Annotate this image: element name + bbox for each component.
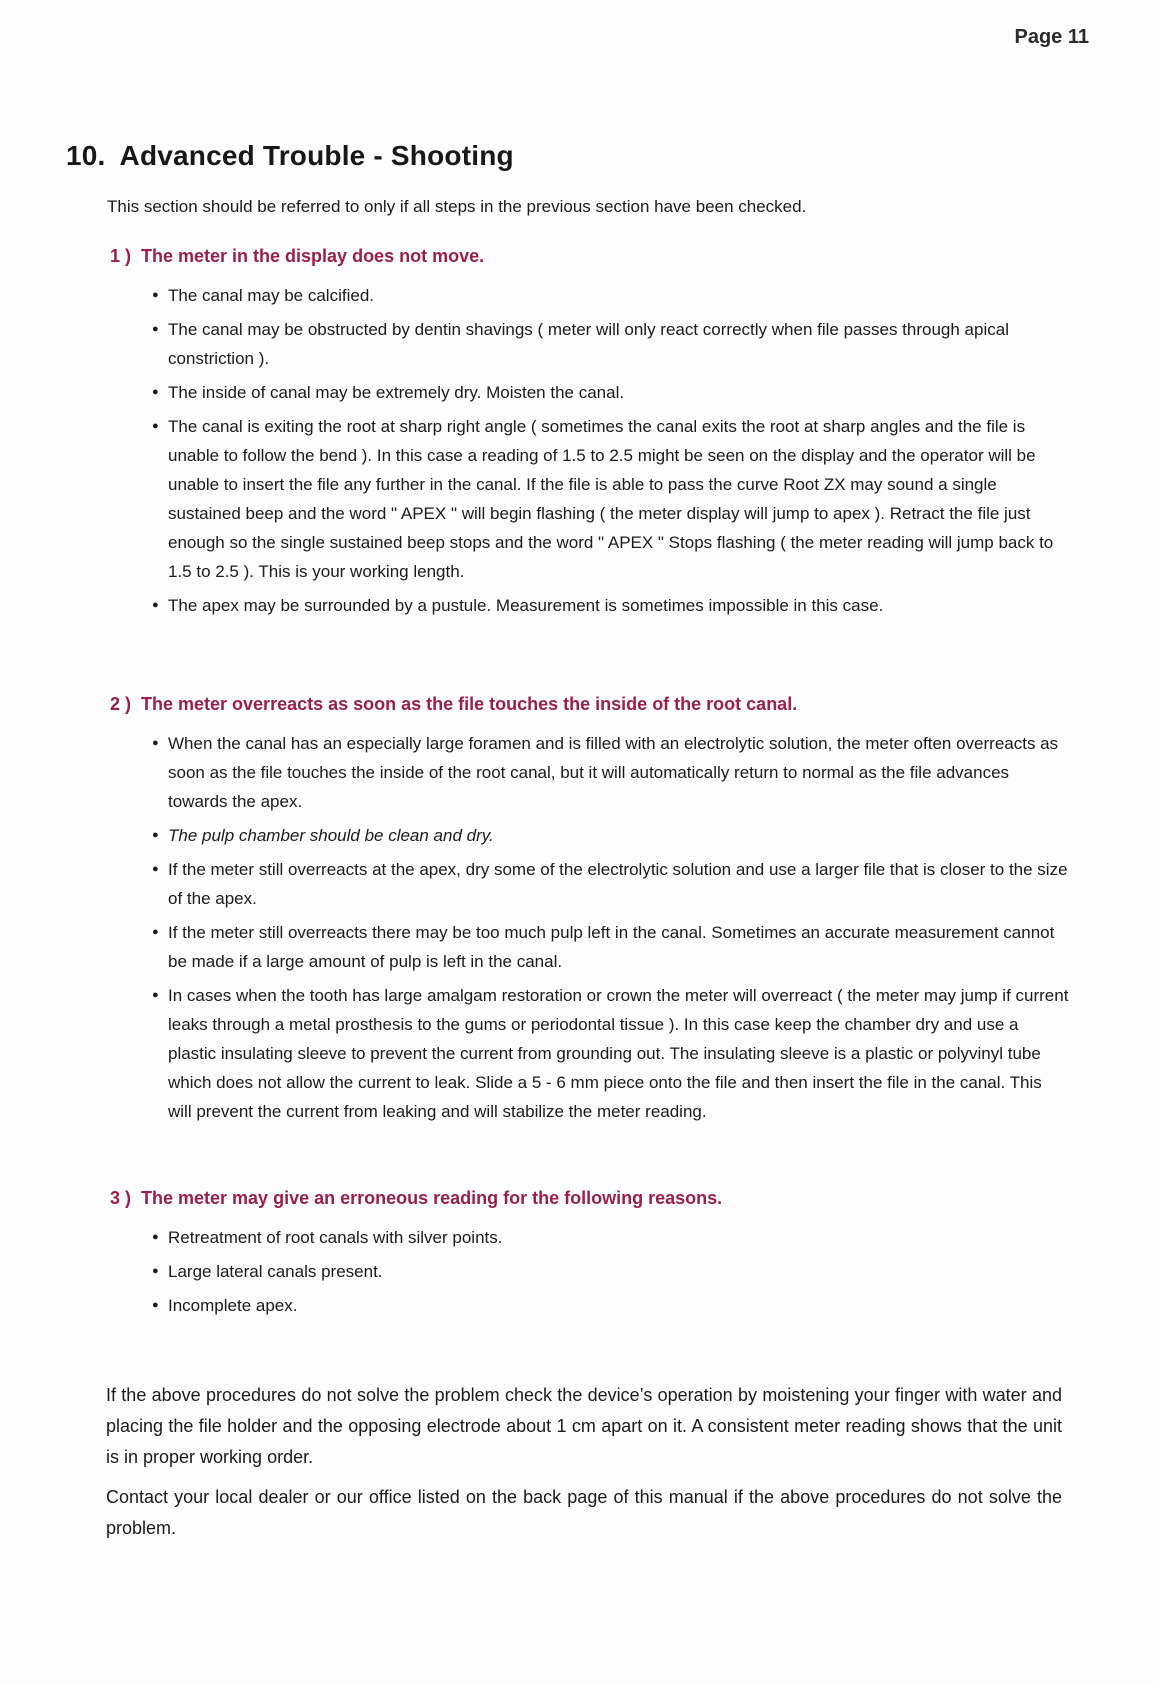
bullet-list [110,729,1070,1126]
list-item: ● If the meter still overreacts there may be too much pulp left in the canal. Sometimes an accurate measurement cannot be made if a large amount of pulp is left in the canal. [138,918,1070,976]
section-number: 1 ) [110,246,132,266]
list-item: ● If the meter still overreacts at the apex, dry some of the electrolytic solution and use a larger file that is closer to the size of the apex. [138,855,1070,913]
list-item: ● The inside of canal may be extremely dry. Moisten the canal. [138,378,1070,407]
section-2 [110,694,1070,1131]
bullet-list [110,1223,1070,1320]
section-number: 3 ) [110,1188,132,1208]
list-item: ● Retreatment of root canals with silver points. [138,1223,1070,1252]
section-title [110,1188,1070,1209]
list-item: ● The apex may be surrounded by a pustule. Measurement is sometimes impossible in this case. [138,591,1070,620]
section-title-text: The meter in the display does not move. [141,246,485,266]
list-item: ● The canal is exiting the root at sharp right angle ( sometimes the canal exits the root at sharp angles and the file is unable to follow the bend ). In this case a reading of 1.5 to 2.5 might be seen on the display and the operator will be unable to insert the file any further in the canal. If the file is able to pass the curve Root ZX may sound a single sustained beep and the word " APEX " will begin flashing ( the meter display will jump to apex ). Retract the file just enough so the single sustained beep stops and the word " APEX " Stops flashing ( the meter reading will jump back to 1.5 to 2.5 ). This is your working length. [138,412,1070,586]
list-item: ● When the canal has an especially large foramen and is filled with an electrolytic solution, the meter often overreacts as soon as the file touches the inside of the root canal, but it will automatically return to normal as the file advances towards the apex. [138,729,1070,816]
contact-paragraph: Contact your local dealer or our office listed on the back page of this manual if the above procedures do not solve the problem. [106,1487,1062,1538]
section-1 [110,246,1070,625]
page-number: Page 11 [1014,26,1089,48]
bullet-list [110,281,1070,620]
list-item: ● The canal may be obstructed by dentin shavings ( meter will only react correctly when file passes through apical constriction ). [138,315,1070,373]
section-title-text: The meter overreacts as soon as the file touches the inside of the root canal. [141,694,798,714]
heading-title: Advanced Trouble - Shooting [119,140,514,171]
closing-paragraph: If the above procedures do not solve the problem check the device’s operation by moistening your finger with water and placing the file holder and the opposing electrode about 1 cm apart on it. A consistent meter reading shows that the unit is in proper working order. [106,1385,1062,1467]
list-item: ● Large lateral canals present. [138,1257,1070,1286]
section-title [110,246,1070,267]
section-3 [110,1188,1070,1325]
list-item: ● Incomplete apex. [138,1291,1070,1320]
list-item: ● The pulp chamber should be clean and dry. [138,821,1070,850]
section-title [110,694,1070,715]
section-title-text: The meter may give an erroneous reading for the following reasons. [141,1188,723,1208]
intro-paragraph: This section should be referred to only if all steps in the previous section have been checked. [107,197,807,216]
list-item: ● In cases when the tooth has large amalgam restoration or crown the meter will overreact ( the meter may jump if current leaks through a metal prosthesis to the gums or periodontal tissue ). In this case keep the chamber dry and use a plastic insulating sleeve to prevent the current from grounding out. The insulating sleeve is a plastic or polyvinyl tube which does not allow the current to leak. Slide a 5 - 6 mm piece onto the file and then insert the file in the canal. This will prevent the current from leaking and will stabilize the meter reading. [138,981,1070,1126]
section-number: 2 ) [110,694,132,714]
section-heading [66,140,514,172]
list-item: ● The canal may be calcified. [138,281,1070,310]
heading-number: 10. [66,140,106,171]
